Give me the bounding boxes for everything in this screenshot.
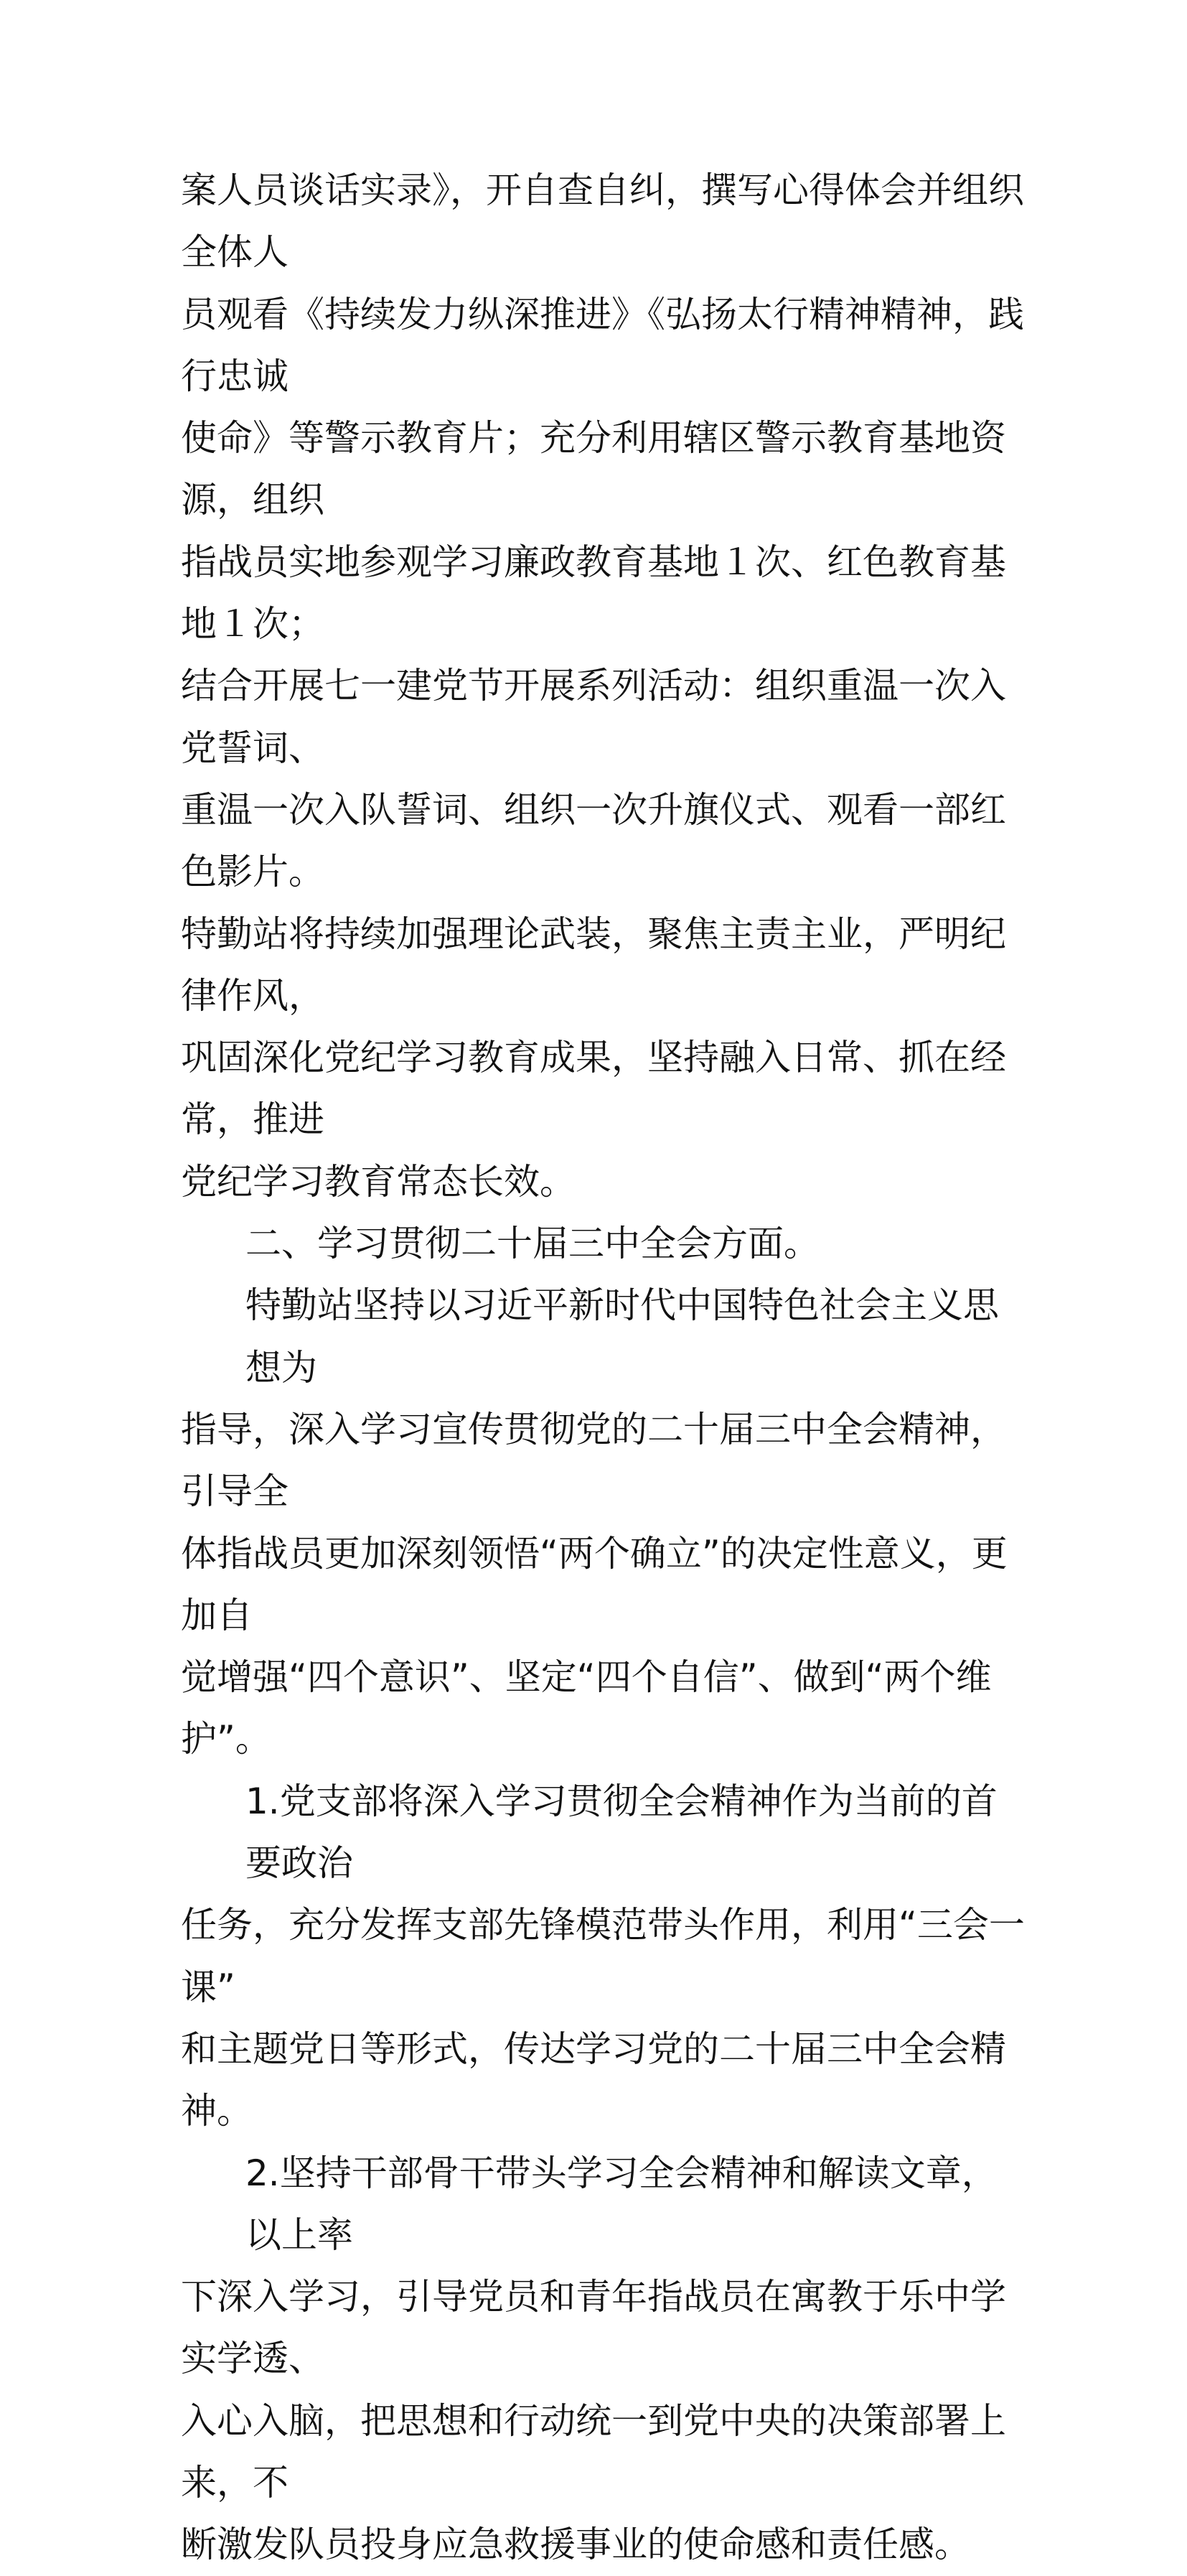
text-line: 特勤站坚持以习近平新时代中国特色社会主义思想为 xyxy=(245,1284,999,1389)
text-line: 和主题党日等形式，传达学习党的二十届三中全会精神。 xyxy=(181,2027,1006,2132)
text-line: 巩固深化党纪学习教育成果，坚持融入日常、抓在经常，推进 xyxy=(181,1037,1006,1141)
document-body xyxy=(181,159,1028,2576)
text-line: 下深入学习，引导党员和青年指战员在寓教于乐中学实学透、 xyxy=(181,2276,1006,2380)
text-line: 觉增强“四个意识”、坚定“四个自信”、做到“两个维 xyxy=(181,1656,992,1699)
text-line: 二、学习贯彻二十届三中全会方面。 xyxy=(245,1223,820,1265)
text-line: 2.坚持干部骨干带头学习全会精神和解读文章，以上率 xyxy=(245,2152,998,2256)
text-line: 体指战员更加深刻领悟“两个确立”的决定性意义，更加自 xyxy=(181,1532,1008,1636)
text-line: 使命》等警示教育片；充分利用辖区警示教育基地资源，组织 xyxy=(181,417,1006,521)
text-line: 特勤站将持续加强理论武装，聚焦主责主业，严明纪律作风， xyxy=(181,913,1006,1017)
text-line: 护”。 xyxy=(181,1718,271,1760)
text-line: 结合开展七一建党节开展系列活动：组织重温一次入党誓词、 xyxy=(181,665,1006,769)
text-line: 员观看《持续发力纵深推进》《弘扬太行精神精神，践行忠诚 xyxy=(181,293,1024,397)
text-line: 指战员实地参观学习廉政教育基地１次、红色教育基地１次； xyxy=(181,541,1006,645)
text-line: 任务，充分发挥支部先锋模范带头作用，利用“三会一课” xyxy=(181,1904,1025,2008)
text-line: 重温一次入队誓词、组织一次升旗仪式、观看一部红色影片。 xyxy=(181,788,1006,893)
text-line: 1.党支部将深入学习贯彻全会精神作为当前的首要政治 xyxy=(245,1780,998,1885)
text-line: 断激发队员投身应急救援事业的使命感和责任感。 xyxy=(181,2524,970,2566)
text-line: 指导，深入学习宣传贯彻党的二十届三中全会精神，引导全 xyxy=(181,1408,1006,1513)
text-line: 党纪学习教育常态长效。 xyxy=(181,1160,576,1203)
text-line: 案人员谈话实录》，开自查自纠，撰写心得体会并组织全体人 xyxy=(181,169,1024,274)
text-line: 入心入脑，把思想和行动统一到党中央的决策部署上来，不 xyxy=(181,2399,1006,2503)
